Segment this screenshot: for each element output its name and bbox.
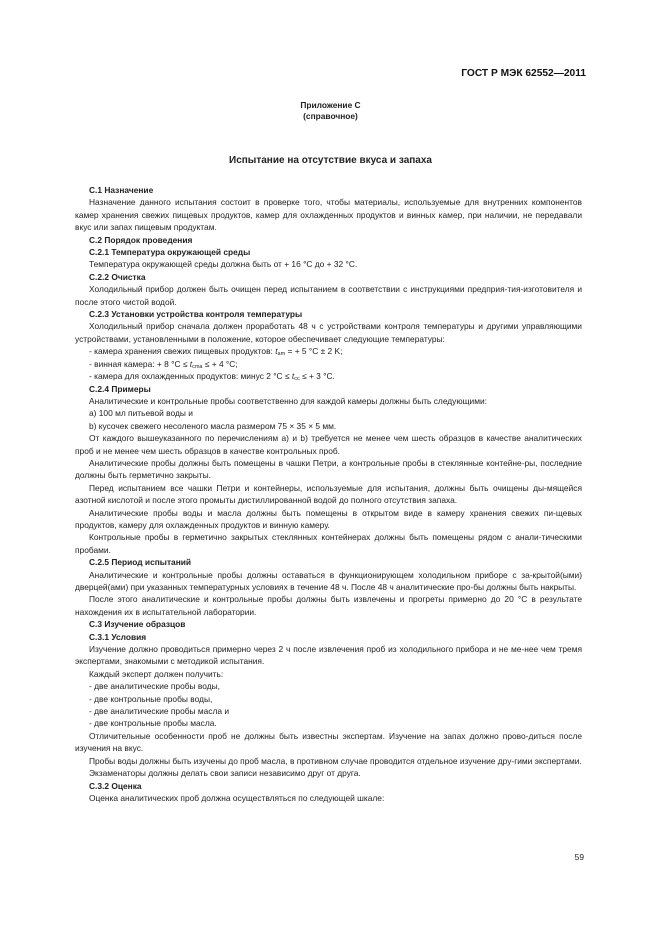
paragraph: Аналитические и контрольные пробы должны оставаться в функционирующем холодильном приборе с за-крытой(ыми) дверцей(ами) при указанных температурных условиях в течение 48 ч. После 48 ч аналитические про-бы должны быть накрыты. — [75, 569, 582, 592]
temperature-item: - камера для охлажденных продуктов: минус 2 $^\circ С \le t_{cc}$ ≤ + 3 °С. — [89, 371, 335, 383]
paragraph: Отличительные особенности проб не должны быть известны экспертам. Изучение на запах должно прово-диться после изучения на вкус. — [75, 730, 582, 754]
paragraph: Экзаменаторы должны делать свои записи независимо друг от друга. — [89, 768, 361, 779]
subsection-heading: С.3.1 Условия — [89, 631, 147, 642]
temperature-item: - камера хранения свежих пищевых продуктов: $t_{am}$ = + 5 °С ± 2 K; — [89, 346, 343, 358]
paragraph: Аналитические пробы должны быть помещены в чашки Петри, а контрольные пробы в стеклянные контейне-ры, последние должны быть герметично закрыты. — [75, 457, 582, 481]
paragraph: Аналитические и контрольные пробы соответственно для каждой камеры должны быть следующими: — [89, 395, 487, 406]
paragraph: После этого аналитические и контрольные пробы должны быть извлечены и прогреты примерно до 20 °С в результате нахождения их в испытательной лаборатории. — [75, 594, 582, 617]
paragraph: Пробы воды должны быть изучены до проб масла, в противном случае проводится отдельное изучение дру-гими экспертами. — [89, 755, 582, 766]
list-item: - две аналитические пробы воды, — [89, 681, 220, 692]
paragraph: Перед испытанием все чашки Петри и контейнеры, используемые для испытания, должны быть очищены ды-мящейся азотной кислотой и после этого промыты дистиллированной водой до полного отсутствия запаха. — [75, 482, 582, 506]
paragraph: Контрольные пробы в герметично закрытых стеклянных контейнерах должны быть помещены рядом с анали-тическими пробами. — [75, 532, 582, 555]
paragraph: От каждого вышеуказанного по перечислениям а) и b) требуется не менее чем шесть образцов в качестве аналитических проб и не менее чем шесть образцов в качестве контрольных проб. — [75, 433, 582, 456]
list-item: - две контрольные пробы воды, — [89, 693, 213, 704]
subsection-heading: С.2.2 Очистка — [89, 271, 146, 282]
subsection-heading: С.2.1 Температура окружающей среды — [89, 247, 251, 258]
standard-id: ГОСТ Р МЭК 62552—2011 — [461, 68, 586, 79]
page-number: 59 — [574, 852, 584, 862]
list-item: - две аналитические пробы масла и — [89, 706, 230, 717]
list-item: а) 100 мл питьевой воды и — [89, 408, 193, 419]
paragraph: Каждый эксперт должен получить: — [89, 668, 224, 679]
paragraph: Аналитические пробы воды и масла должны быть помещены в открытом виде в камеру хранения свежих пи-щевых продуктов, камеру для охлажденных продуктов и винную камеру. — [75, 507, 582, 530]
document-body — [75, 184, 582, 804]
annex-title: Испытание на отсутствие вкуса и запаха — [229, 155, 432, 166]
paragraph: Изучение должно проводиться примерно через 2 ч после извлечения проб из холодильного прибора и не ме-нее чем тремя экспертами, знакомыми с методикой испытания. — [75, 644, 582, 667]
annex-type: (справочное) — [303, 111, 358, 121]
paragraph: Холодильный прибор должен быть очищен перед испытанием в соответствии с инструкциями предприя-тия-изготовителя и после этого чистой водой. — [75, 284, 582, 307]
temperature-item: - винная камера: + 8 $^\circ С \le t_{cma}$ ≤ + 4 °С; — [89, 358, 238, 370]
subsection-heading: С.2.4 Примеры — [89, 383, 151, 394]
section-heading: С.2 Порядок проведения — [89, 234, 193, 245]
section-heading: С.1 Назначение — [89, 185, 154, 195]
list-item: - две контрольные пробы масла. — [89, 718, 217, 729]
paragraph: Назначение данного испытания состоит в проверке того, чтобы материалы, используемые для внутренних компонентов камер хранения свежих пищевых продуктов, камер для охлажденных продуктов и винных камер, при наличии, не передавали вкус или запах пищевым продуктам. — [75, 197, 582, 233]
subsection-heading: С.3.2 Оценка — [89, 780, 142, 791]
paragraph: Температура окружающей среды должна быть от + 16 °С до + 32 °С. — [89, 259, 358, 270]
annex-label: Приложение С — [300, 100, 361, 110]
subsection-heading: С.2.3 Установки устройства контроля температуры — [89, 309, 303, 320]
paragraph: Оценка аналитических проб должна осуществляться по следующей шкале: — [89, 792, 385, 803]
subsection-heading: С.2.5 Период испытаний — [89, 557, 192, 568]
paragraph: Холодильный прибор сначала должен проработать 48 ч с устройствами контроля температуры и другими управляющими устройствами, установленными в положение, которое обеспечивает следующие температуры: — [75, 321, 582, 344]
list-item: b) кусочек свежего несоленого масла размером 75 × 35 × 5 мм. — [89, 420, 337, 431]
section-heading: С.3 Изучение образцов — [89, 619, 186, 630]
